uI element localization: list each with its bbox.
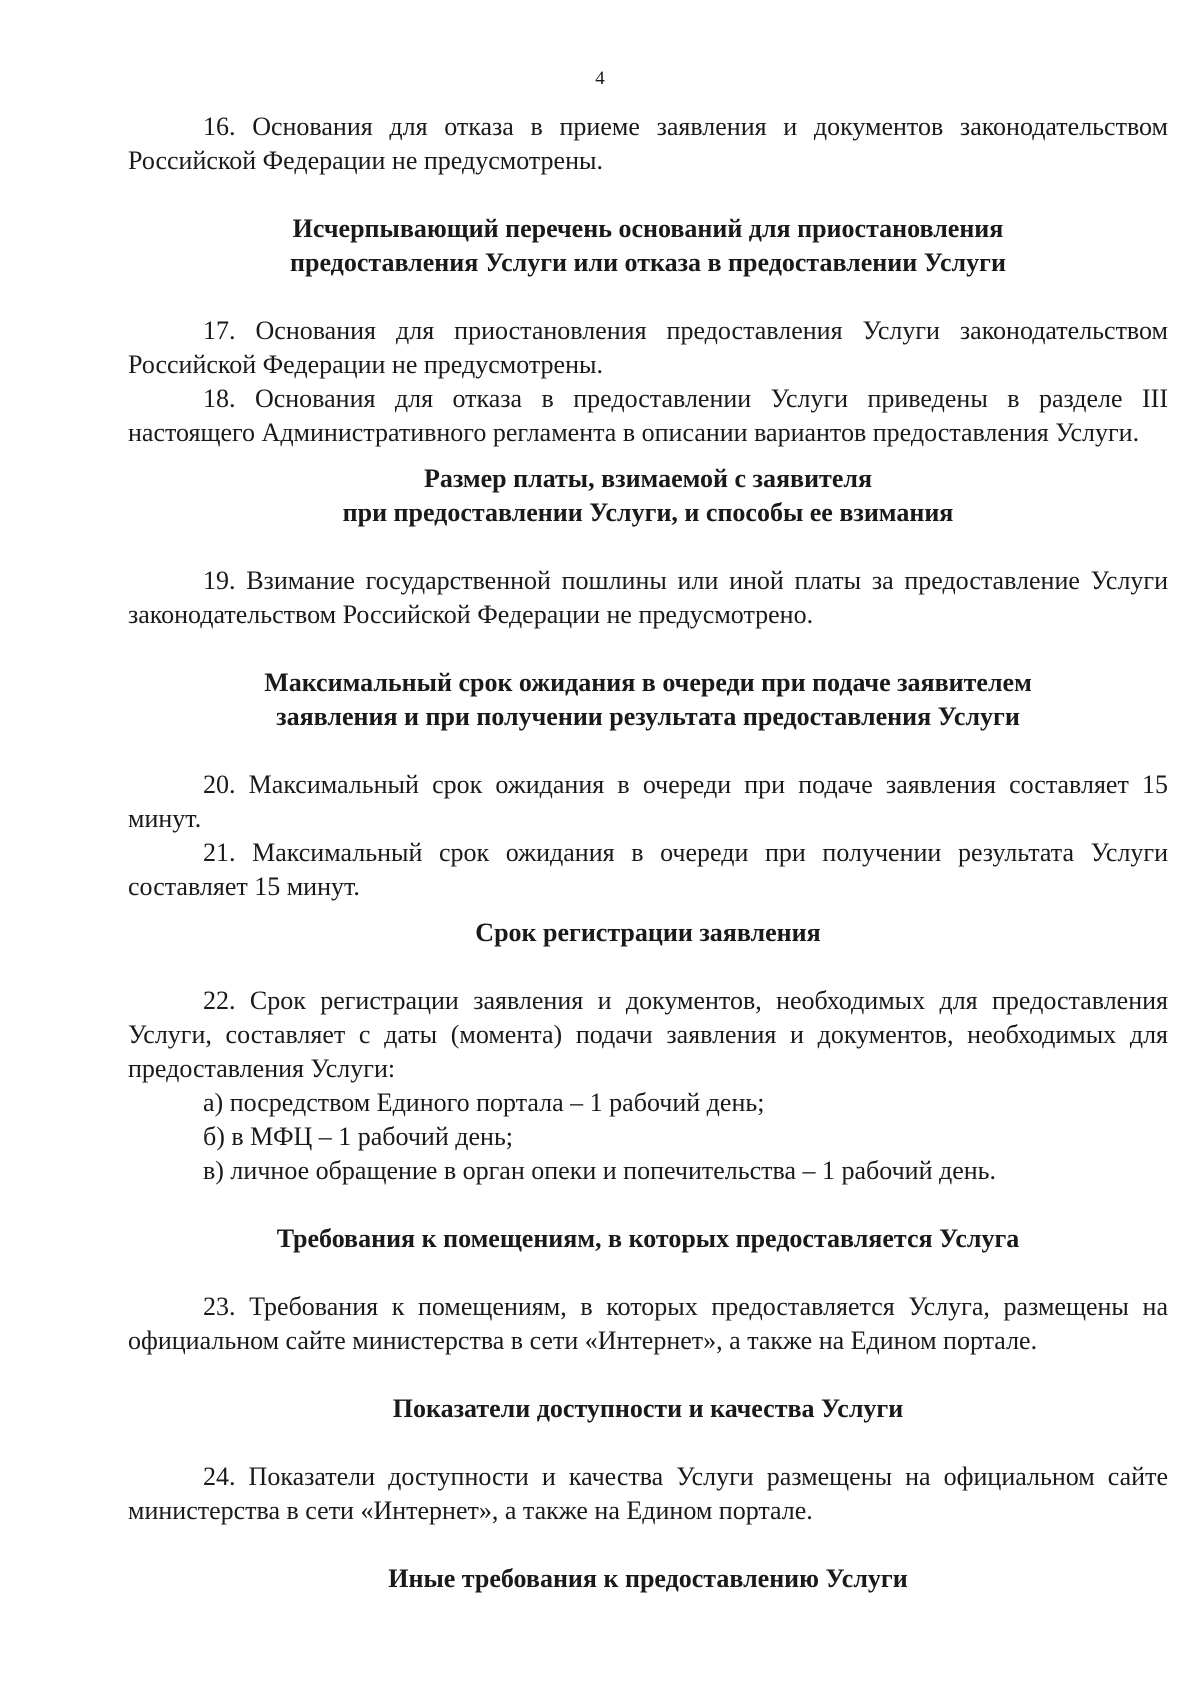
paragraph-20: 20. Максимальный срок ожидания в очереди при подаче заявления составляет 15 минут. xyxy=(128,770,1168,833)
paragraph-22: 22. Срок регистрации заявления и документов, необходимых для предоставления Услуги, составляет с даты (момента) подачи заявления и документов, необходимых для предоставления Услуги: xyxy=(128,986,1168,1083)
heading-line: Максимальный срок ожидания в очереди при подаче заявителем xyxy=(264,668,1032,697)
heading-grounds-suspension xyxy=(128,212,1168,280)
list-item-a: а) посредством Единого портала – 1 рабочий день; xyxy=(203,1088,765,1117)
heading-line: заявления и при получении результата предоставления Услуги xyxy=(276,702,1020,731)
heading-line: Срок регистрации заявления xyxy=(475,918,821,947)
paragraph-16: 16. Основания для отказа в приеме заявления и документов законодательством Российской Федерации не предусмотрены. xyxy=(128,112,1168,175)
heading-line: Требования к помещениям, в которых предоставляется Услуга xyxy=(276,1224,1020,1253)
paragraph-17: 17. Основания для приостановления предоставления Услуги законодательством Российской Федерации не предусмотрены. xyxy=(128,316,1168,379)
heading-queue-time xyxy=(128,666,1168,734)
paragraph-24: 24. Показатели доступности и качества Услуги размещены на официальном сайте министерства в сети «Интернет», а также на Едином портале. xyxy=(128,1462,1168,1525)
list-item-b: б) в МФЦ – 1 рабочий день; xyxy=(203,1122,514,1151)
heading-line: Иные требования к предоставлению Услуги xyxy=(388,1564,908,1593)
paragraph-19: 19. Взимание государственной пошлины или иной платы за предоставление Услуги законодательством Российской Федерации не предусмотрено. xyxy=(128,566,1168,629)
heading-line: Показатели доступности и качества Услуги xyxy=(392,1394,904,1423)
heading-fee xyxy=(128,462,1168,530)
heading-line: Исчерпывающий перечень оснований для приостановления xyxy=(292,214,1004,243)
document-body xyxy=(128,110,1168,1596)
heading-line: Размер платы, взимаемой с заявителя xyxy=(423,464,873,493)
paragraph-23: 23. Требования к помещениям, в которых предоставляется Услуга, размещены на официальном сайте министерства в сети «Интернет», а также на Едином портале. xyxy=(128,1292,1168,1355)
list-item-c: в) личное обращение в орган опеки и попечительства – 1 рабочий день. xyxy=(203,1156,997,1185)
heading-registration-term xyxy=(128,916,1168,950)
paragraph-21: 21. Максимальный срок ожидания в очереди при получении результата Услуги составляет 15 минут. xyxy=(128,838,1168,901)
heading-other-requirements xyxy=(128,1562,1168,1596)
heading-quality xyxy=(128,1392,1168,1426)
heading-premises xyxy=(128,1222,1168,1256)
page-number: 4 xyxy=(595,68,605,89)
heading-line: предоставления Услуги или отказа в предоставлении Услуги xyxy=(290,248,1006,277)
heading-line: при предоставлении Услуги, и способы ее взимания xyxy=(342,498,954,527)
paragraph-18: 18. Основания для отказа в предоставлении Услуги приведены в разделе III настоящего Административного регламента в описании вариантов предоставления Услуги. xyxy=(128,384,1168,447)
